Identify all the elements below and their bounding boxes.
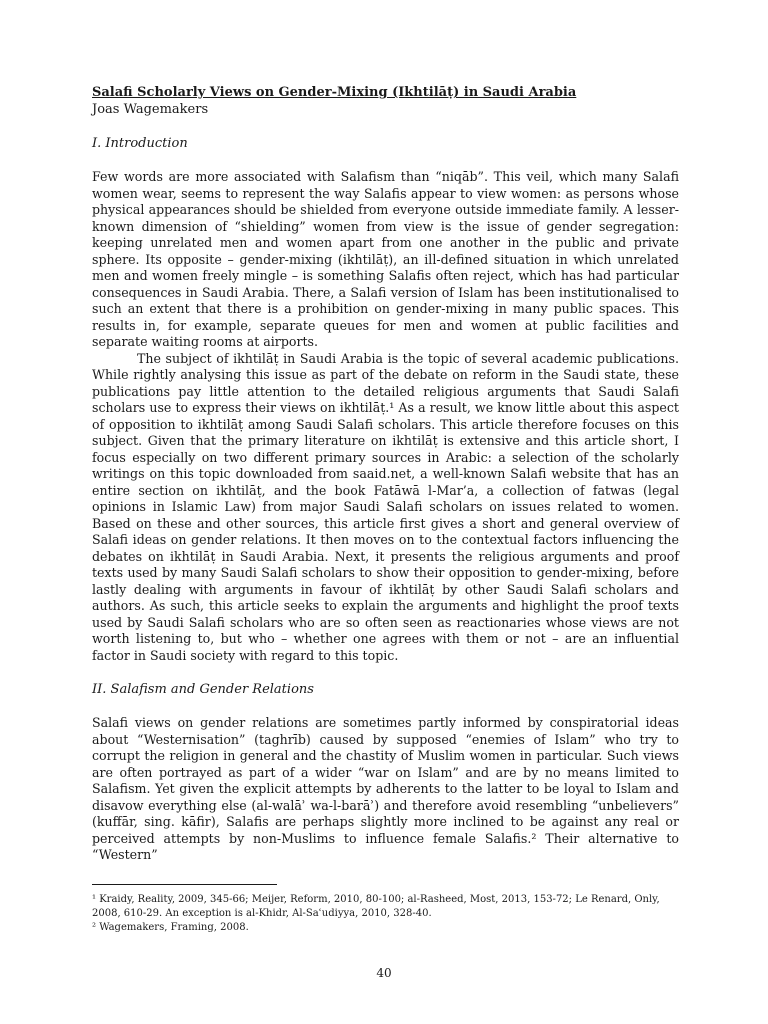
section-heading-introduction: I. Introduction xyxy=(92,136,188,151)
footnote-divider xyxy=(92,884,277,885)
article-body xyxy=(92,84,679,864)
author-name: Joas Wagemakers xyxy=(92,102,209,117)
article-title: Salafi Scholarly Views on Gender-Mixing (Ikhtilāṭ) in Saudi Arabia xyxy=(92,85,577,100)
paragraph-1: Few words are more associated with Salafism than “niqāb”. This veil, which many Salafi women wear, seems to represent the way Salafis appear to view women: as persons whose physical appearances should be shielded from everyone outside immediate family. A lesser-known dimension of “shielding” women from view is the issue of gender segregation: keeping unrelated men and women apart from one another in the public and private sphere. Its opposite – gender-mixing (ikhtilāṭ), an ill-defined situation in which unrelated men and women freely mingle – is something Salafis often reject, which has had particular consequences in Saudi Arabia. There, a Salafi version of Islam has been institutionalised to such an extent that there is a prohibition on gender-mixing in many public spaces. This results in, for example, separate queues for men and women at public facilities and separate waiting rooms at airports. xyxy=(92,169,679,349)
footnote-2: ² Wagemakers, Framing, 2008. xyxy=(92,922,249,933)
footnote-1: ¹ Kraidy, Reality, 2009, 345-66; Meijer, Reform, 2010, 80-100; al-Rasheed, Most, 2013, 153-72; Le Renard, Only, 2008, 610-29. An exception is al-Khidr, Al-Saʿudiyya, 2010, 328-40. xyxy=(92,894,660,919)
section-heading-salafism-gender: II. Salafism and Gender Relations xyxy=(92,682,314,697)
paragraph-2: The subject of ikhtilāṭ in Saudi Arabia is the topic of several academic publications. While rightly analysing this issue as part of the debate on reform in the Saudi state, these publications pay little attention to the detailed religious arguments that Saudi Salafi scholars use to express their views on ikhtilāṭ.¹ As a result, we know little about this aspect of opposition to ikhtilāṭ among Saudi Salafi scholars. This article therefore focuses on this subject. Given that the primary literature on ikhtilāṭ is extensive and this article short, I focus especially on two different primary sources in Arabic: a selection of the scholarly writings on this topic downloaded from saaid.net, a well-known Salafi website that has an entire section on ikhtilāṭ, and the book Fatāwā l-Mar’a, a collection of fatwas (legal opinions in Islamic Law) from major Saudi Salafi scholars on issues related to women. Based on these and other sources, this article first gives a short and general overview of Salafi ideas on gender relations. It then moves on to the contextual factors influencing the debates on ikhtilāṭ in Saudi Arabia. Next, it presents the religious arguments and proof texts used by many Saudi Salafi scholars to show their opposition to gender-mixing, before lastly dealing with arguments in favour of ikhtilāṭ by other Saudi Salafi scholars and authors. As such, this article seeks to explain the arguments and highlight the proof texts used by Saudi Salafi scholars who are so often seen as reactionaries whose views are not worth listening to, but who – whether one agrees with them or not – are an influential factor in Saudi society with regard to this topic. xyxy=(92,350,679,663)
footnotes xyxy=(92,893,679,935)
paragraph-3: Salafi views on gender relations are sometimes partly informed by conspiratorial ideas about “Westernisation” (taghrīb) caused by supposed “enemies of Islam” who try to corrupt the religion in general and the chastity of Muslim women in particular. Such views are often portrayed as part of a wider “war on Islam” and are by no means limited to Salafism. Yet given the explicit attempts by adherents to the latter to be loyal to Islam and disavow everything else (al-walāʾ wa-l-barāʾ) and therefore avoid resembling “unbelievers” (kuffār, sing. kāfir), Salafis are perhaps slightly more inclined to be against any real or perceived attempts by non-Muslims to influence female Salafis.² Their alternative to “Western” xyxy=(92,715,679,862)
page-number: 40 xyxy=(376,966,392,980)
